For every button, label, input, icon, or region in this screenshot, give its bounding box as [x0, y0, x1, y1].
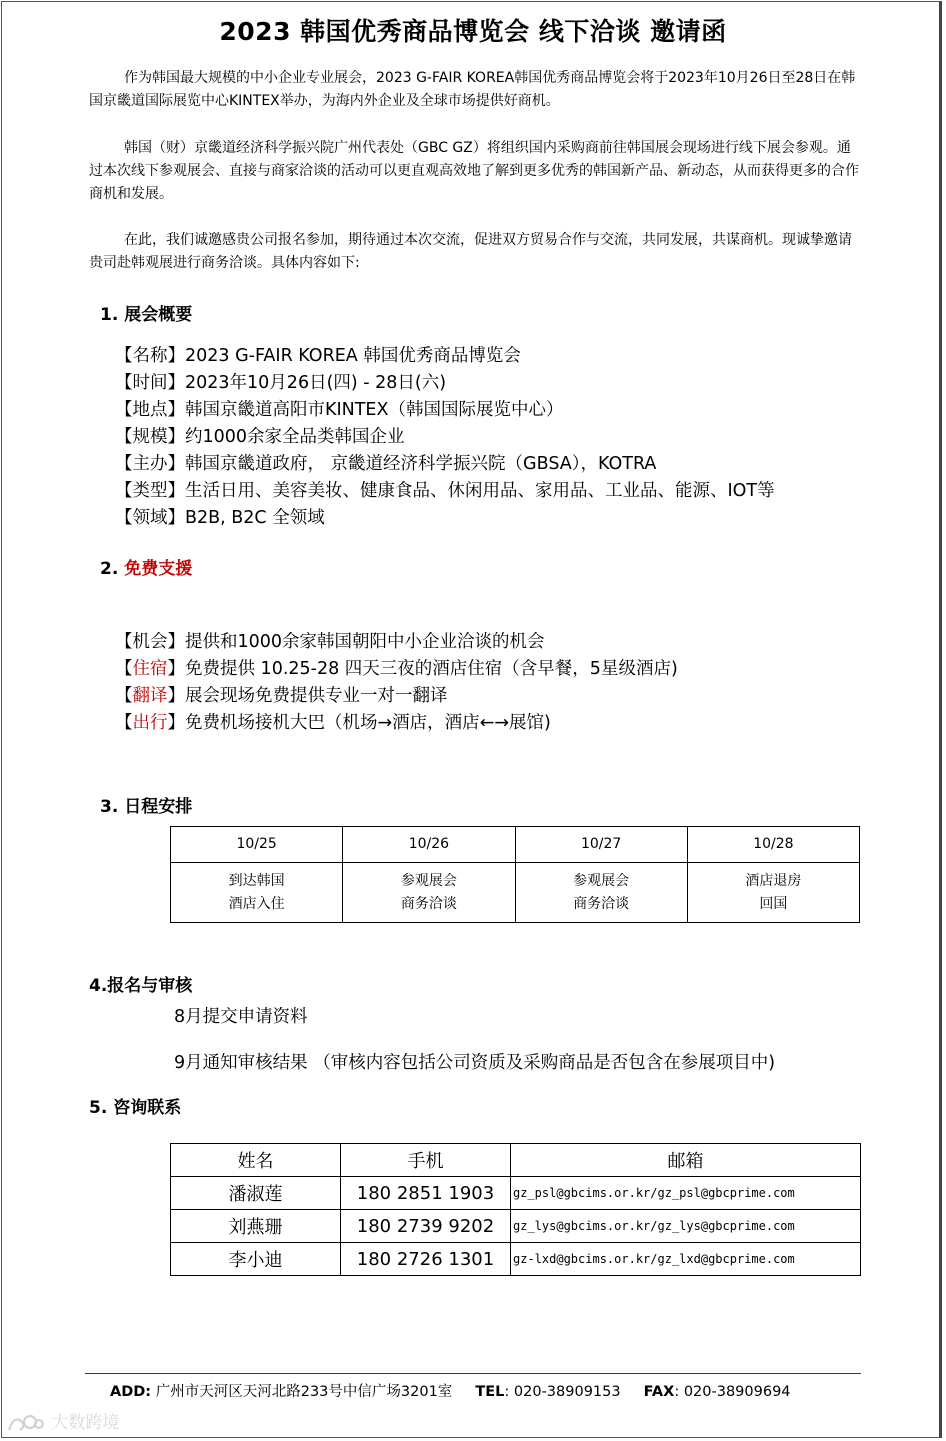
overview-item-name: 【名称】2023 G-FAIR KOREA 韩国优秀商品博览会 — [115, 346, 521, 366]
watermark-logo-icon — [6, 1412, 46, 1434]
schedule-date-row — [171, 827, 860, 863]
section-2-heading: 2. 免费支援 — [100, 559, 193, 579]
schedule-table — [170, 826, 860, 923]
contact-phone: 180 2851 1903 — [341, 1177, 511, 1210]
review-step-2: 9月通知审核结果 （审核内容包括公司资质及采购商品是否包含在参展项目中) — [174, 1053, 776, 1073]
section-3-heading: 3. 日程安排 — [100, 797, 193, 817]
schedule-activity: 酒店退房 回国 — [687, 863, 859, 923]
contact-table — [170, 1143, 861, 1276]
schedule-date: 10/27 — [515, 827, 687, 863]
column-header-email: 邮箱 — [511, 1144, 861, 1177]
intro-paragraph-1: 作为韩国最大规模的中小企业专业展会，2023 G-FAIR KOREA韩国优秀商品博览会将于2023年10月26日至28日在韩国京畿道国际展览中心KINTEX举办，为海内外企业及全球市场提供好商机。 — [89, 70, 856, 109]
footer-divider — [85, 1373, 861, 1374]
review-step-1: 8月提交申请资料 — [174, 1007, 308, 1027]
footer-address: 广州市天河区天河北路233号中信广场3201室 — [155, 1384, 453, 1400]
contact-name: 刘燕珊 — [171, 1210, 341, 1243]
intro-paragraph-3: 在此，我们诚邀感贵公司报名参加，期待通过本次交流，促进双方贸易合作与交流，共同发展，共谋商机。现诚挚邀请贵司赴韩观展进行商务洽谈。具体内容如下: — [89, 232, 852, 271]
contact-name: 潘淑莲 — [171, 1177, 341, 1210]
overview-item-location: 【地点】韩国京畿道高阳市KINTEX（韩国国际展览中心） — [115, 400, 564, 420]
contact-row — [171, 1210, 861, 1243]
contact-row — [171, 1243, 861, 1276]
support-item-translation: 【翻译】展会现场免费提供专业一对一翻译 — [115, 686, 448, 706]
column-header-phone: 手机 — [341, 1144, 511, 1177]
schedule-activity: 参观展会 商务洽谈 — [515, 863, 687, 923]
intro-paragraph-2: 韩国（财）京畿道经济科学振兴院广州代表处（GBC GZ）将组织国内采购商前往韩国展会现场进行线下展会参观。通过本次线下参观展会、直接与商家洽谈的活动可以更直观高效地了解到更多优秀的韩国新产品、新动态，从而获得更多的合作商机和发展。 — [89, 140, 859, 202]
schedule-activity: 参观展会 商务洽谈 — [343, 863, 515, 923]
footer-fax: 020-38909694 — [683, 1384, 791, 1400]
exhibition-overview-list — [115, 343, 775, 532]
contact-email: gz_psl@gbcims.or.kr/gz_psl@gbcprime.com — [511, 1177, 861, 1210]
overview-item-type: 【类型】生活日用、美容美妆、健康食品、休闲用品、家用品、工业品、能源、IOT等 — [115, 481, 775, 501]
overview-item-time: 【时间】2023年10月26日(四) - 28日(六) — [115, 373, 447, 393]
support-item-opportunity: 【机会】提供和1000余家韩国朝阳中小企业洽谈的机会 — [115, 632, 545, 652]
contact-phone: 180 2739 9202 — [341, 1210, 511, 1243]
section-1-heading: 1. 展会概要 — [100, 305, 193, 325]
section-5-heading: 5. 咨询联系 — [89, 1098, 182, 1118]
contact-name: 李小迪 — [171, 1243, 341, 1276]
column-header-name: 姓名 — [171, 1144, 341, 1177]
page-title: 2023 韩国优秀商品博览会 线下洽谈 邀请函 — [219, 17, 727, 46]
schedule-activity-row — [171, 863, 860, 923]
schedule-date: 10/25 — [171, 827, 343, 863]
contact-email: gz-lxd@gbcims.or.kr/gz_lxd@gbcprime.com — [511, 1243, 861, 1276]
overview-item-scale: 【规模】约1000余家全品类韩国企业 — [115, 427, 405, 447]
section-4-heading: 4.报名与审核 — [89, 976, 193, 996]
overview-item-organizer: 【主办】韩国京畿道政府， 京畿道经济科学振兴院（GBSA），KOTRA — [115, 454, 657, 474]
footer-tel: 020-38909153 — [513, 1384, 621, 1400]
support-item-transport: 【出行】免费机场接机大巴（机场→酒店，酒店←→展馆) — [115, 713, 551, 733]
contact-phone: 180 2726 1301 — [341, 1243, 511, 1276]
overview-item-field: 【领域】B2B, B2C 全领域 — [115, 508, 325, 528]
contact-row — [171, 1177, 861, 1210]
watermark: 大数跨境 — [6, 1408, 119, 1434]
contact-header-row — [171, 1144, 861, 1177]
schedule-activity: 到达韩国 酒店入住 — [171, 863, 343, 923]
free-support-list — [115, 629, 678, 737]
footer-contact: ADD: 广州市天河区天河北路233号中信广场3201室 TEL: 020-38909153 FAX: 020-38909694 — [110, 1384, 791, 1400]
contact-email: gz_lys@gbcims.or.kr/gz_lys@gbcprime.com — [511, 1210, 861, 1243]
support-item-hotel: 【住宿】免费提供 10.25-28 四天三夜的酒店住宿（含早餐，5星级酒店) — [115, 659, 678, 679]
schedule-date: 10/28 — [687, 827, 859, 863]
schedule-date: 10/26 — [343, 827, 515, 863]
